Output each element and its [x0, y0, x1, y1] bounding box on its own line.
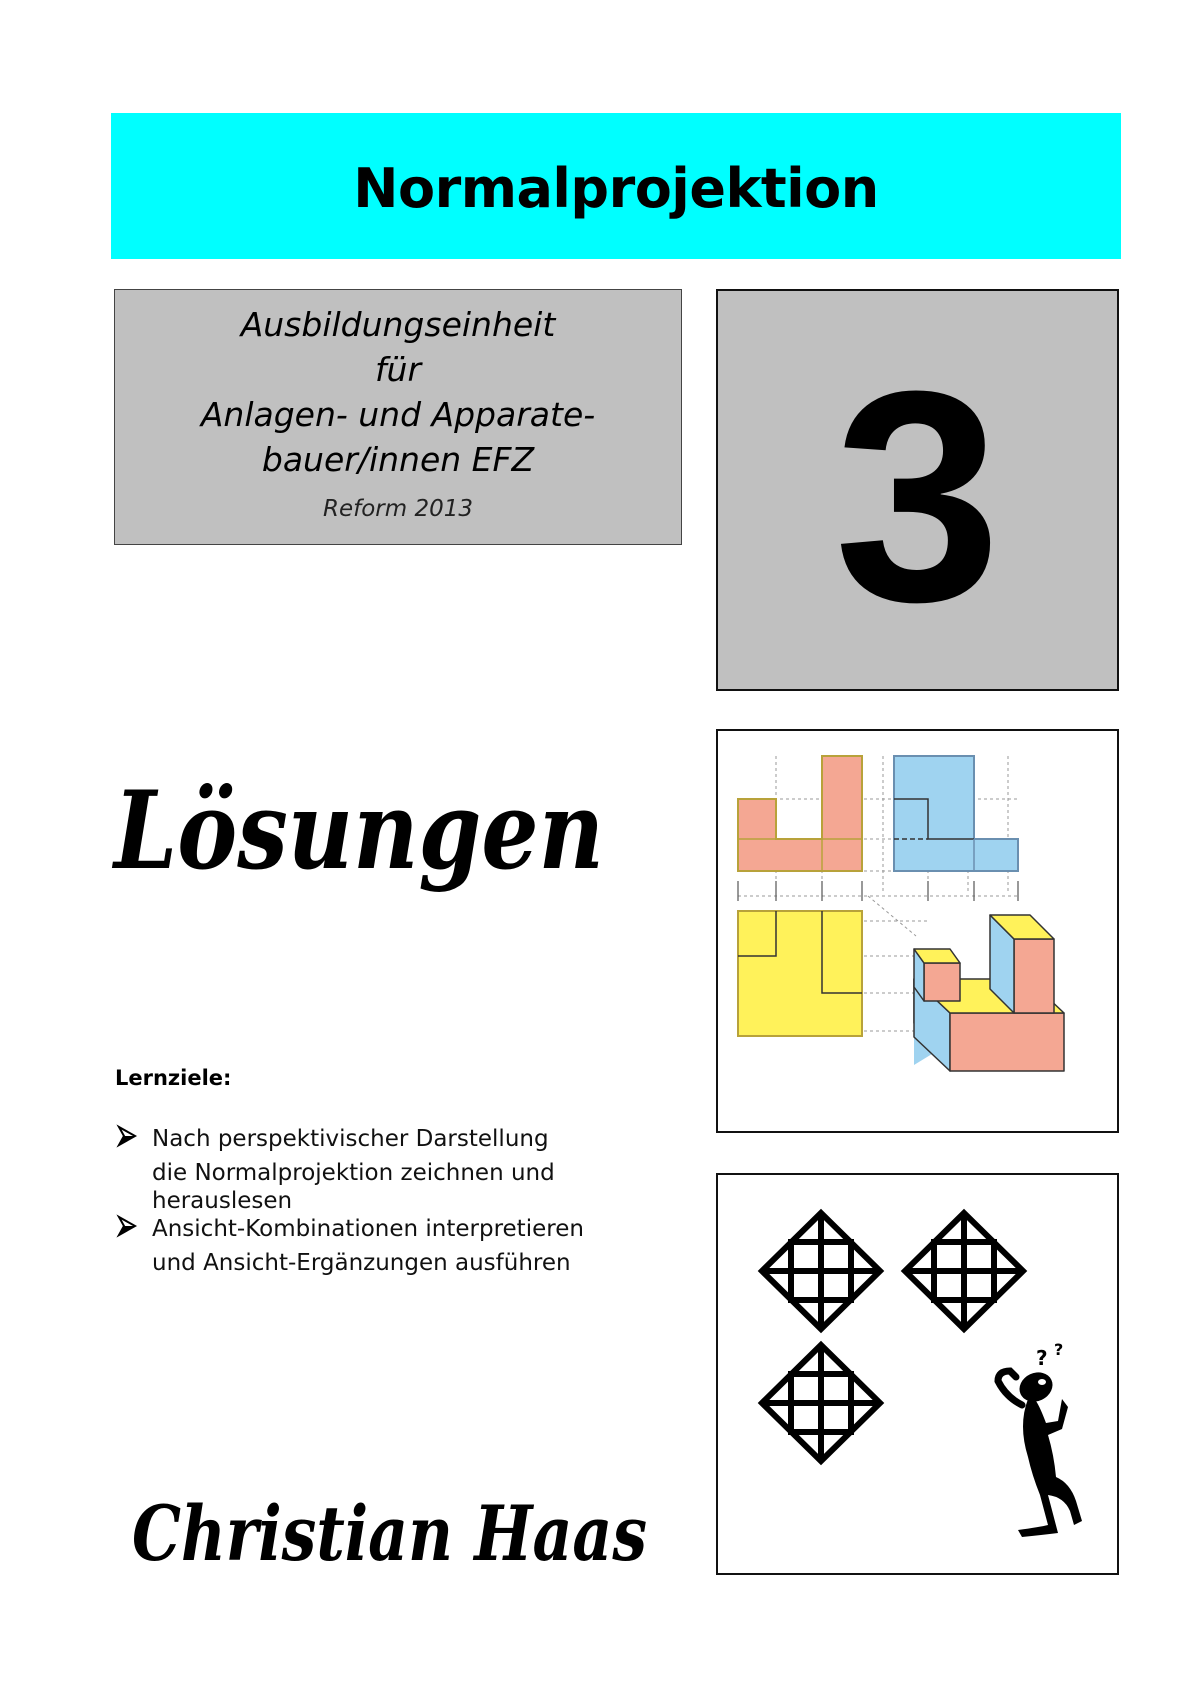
projection-illustration-box	[716, 729, 1119, 1133]
unit-number-box	[716, 289, 1119, 691]
solutions-title-text: Lösungen	[111, 768, 605, 894]
svg-text:?: ?	[1054, 1340, 1064, 1359]
unit-info-lines	[115, 302, 681, 482]
diamond-squares-puzzle-illustration	[718, 1175, 1117, 1573]
top-view	[738, 911, 862, 1036]
unit-info-line: Anlagen- und Apparate-	[200, 395, 596, 434]
author-name: Christian Haas	[132, 1489, 647, 1578]
thinking-figure-icon	[998, 1340, 1082, 1537]
isometric-solid	[914, 915, 1064, 1071]
svg-text:?: ?	[1036, 1346, 1048, 1370]
solutions-title	[110, 740, 630, 920]
side-view	[894, 756, 1018, 871]
diamond-shape	[762, 1213, 880, 1329]
unit-info-line: bauer/innen EFZ	[261, 440, 535, 479]
title-banner	[111, 113, 1121, 259]
puzzle-illustration-box	[716, 1173, 1119, 1575]
unit-number: 3	[834, 328, 1001, 664]
learning-goal-text: die Normalprojektion zeichnen und	[152, 1160, 555, 1186]
learning-goals-heading: Lernziele:	[115, 1066, 232, 1090]
learning-goal-text: herauslesen	[152, 1188, 293, 1214]
learning-goal-text: Nach perspektivischer Darstellung	[152, 1126, 549, 1152]
list-item	[115, 1122, 635, 1212]
front-view	[738, 756, 862, 871]
unit-info-line: Ausbildungseinheit	[240, 305, 556, 344]
arrowhead-bullet-icon	[117, 1214, 137, 1238]
learning-goals-list	[115, 1122, 635, 1280]
diamond-shape	[905, 1213, 1023, 1329]
normal-projection-views-illustration	[718, 731, 1117, 1131]
learning-goal-text: und Ansicht-Ergänzungen ausführen	[152, 1250, 571, 1276]
page-title: Normalprojektion	[353, 156, 879, 220]
author-signature	[128, 1480, 658, 1590]
reform-label: Reform 2013	[322, 496, 473, 522]
learning-goal-text: Ansicht-Kombinationen interpretieren	[152, 1216, 584, 1242]
unit-info-box	[114, 289, 682, 545]
list-item	[115, 1212, 635, 1280]
unit-info-line: für	[374, 350, 422, 389]
diamond-shape	[762, 1345, 880, 1461]
arrowhead-bullet-icon	[117, 1124, 137, 1148]
